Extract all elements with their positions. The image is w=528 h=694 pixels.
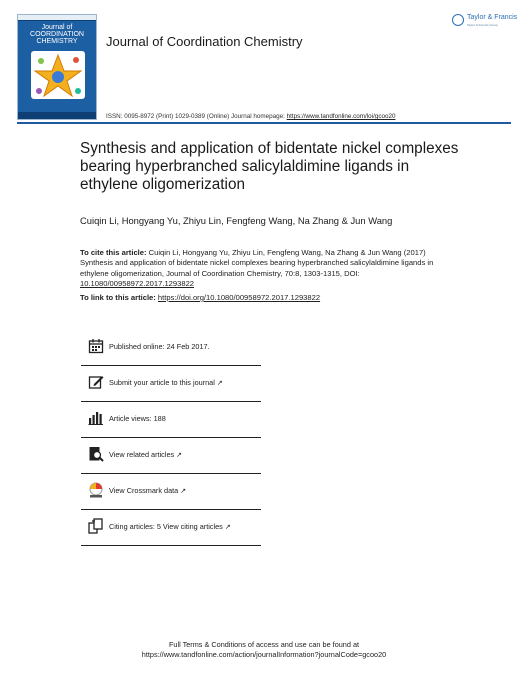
- publisher-name: Taylor & Francis: [467, 14, 518, 21]
- cover-title-line: CHEMISTRY: [36, 38, 78, 45]
- cite-doi-link[interactable]: 10.1080/00958972.2017.1293822: [80, 278, 195, 288]
- external-link-icon: ↗: [176, 452, 183, 459]
- article-views-label: Article views: 188: [109, 414, 166, 423]
- edit-icon: [88, 374, 104, 390]
- issn-line: [106, 113, 395, 120]
- cite-label: To cite this article:: [80, 248, 147, 257]
- journal-cover-image: [17, 14, 97, 120]
- cover-top-band: [18, 15, 96, 21]
- journal-name: Journal of Coordination Chemistry: [106, 34, 303, 49]
- related-articles-link[interactable]: [109, 450, 182, 459]
- citing-icon: [88, 518, 104, 534]
- issn-text: ISSN: 0095-8972 (Print) 1029-0389 (Online) Journal homepage:: [106, 113, 287, 120]
- cover-bottom-band: [18, 112, 96, 119]
- crossmark-icon: [88, 482, 104, 498]
- citation-block: [80, 248, 452, 289]
- footer-terms-text: Full Terms & Conditions of access and use can be found at: [168, 640, 360, 649]
- publisher-logo[interactable]: [452, 12, 518, 32]
- header-divider: [17, 122, 511, 124]
- footer-terms-link[interactable]: https://www.tandfonline.com/action/journalInformation?journalCode=gcoo20: [141, 650, 387, 659]
- citing-articles-row[interactable]: [81, 510, 261, 546]
- journal-homepage-link[interactable]: https://www.tandfonline.com/loi/gcoo20: [286, 113, 396, 120]
- related-articles-label: View related articles: [109, 450, 175, 459]
- cover-title: [18, 24, 96, 45]
- publisher-tagline: Taylor & Francis Group: [467, 23, 498, 27]
- submit-article-row[interactable]: [81, 366, 261, 402]
- cover-title-line: COORDINATION: [30, 31, 84, 38]
- footer: [0, 640, 528, 660]
- cover-title-line: Journal of: [41, 24, 73, 31]
- crossmark-link[interactable]: [109, 486, 186, 495]
- crossmark-row[interactable]: [81, 474, 261, 510]
- search-document-icon: [88, 446, 104, 462]
- submit-article-label: Submit your article to this journal: [109, 378, 215, 387]
- article-authors: Cuiqin Li, Hongyang Yu, Zhiyu Lin, Fengfeng Wang, Na Zhang & Jun Wang: [80, 215, 393, 226]
- article-views-row: [81, 402, 261, 438]
- article-title: Synthesis and application of bidentate nickel complexes bearing hyperbranched salicylaldimine ligands in ethylene oligomerization: [80, 140, 459, 193]
- article-actions-list: [81, 330, 261, 546]
- external-link-icon: ↗: [224, 524, 231, 531]
- submit-article-link[interactable]: [109, 378, 223, 387]
- bar-chart-icon: [88, 410, 104, 426]
- article-doi-link[interactable]: https://doi.org/10.1080/00958972.2017.1293822: [157, 293, 321, 302]
- crossmark-label: View Crossmark data: [109, 486, 179, 495]
- citing-articles-label: Citing articles: 5 View citing articles: [109, 522, 223, 531]
- citing-articles-link[interactable]: [109, 522, 231, 531]
- cover-star-graphic: [31, 51, 85, 99]
- published-online-row: [81, 330, 261, 366]
- cite-text: Cuiqin Li, Hongyang Yu, Zhiyu Lin, Fengfeng Wang, Na Zhang & Jun Wang (2017) Synthesis and application of bidentate nickel complexes bearing hyperbranched salicylaldimine ligands in ethylene oligomerization, Journal of Coordination Chemistry, 70:8, 1303-1315, DOI:: [80, 248, 434, 278]
- related-articles-row[interactable]: [81, 438, 261, 474]
- external-link-icon: ↗: [216, 380, 223, 387]
- publisher-logo-icon: [452, 14, 464, 26]
- published-online-label: Published online: 24 Feb 2017.: [109, 342, 210, 351]
- link-label: To link to this article:: [80, 293, 158, 302]
- calendar-icon: [88, 338, 104, 354]
- article-link-line: [80, 293, 320, 302]
- external-link-icon: ↗: [180, 488, 187, 495]
